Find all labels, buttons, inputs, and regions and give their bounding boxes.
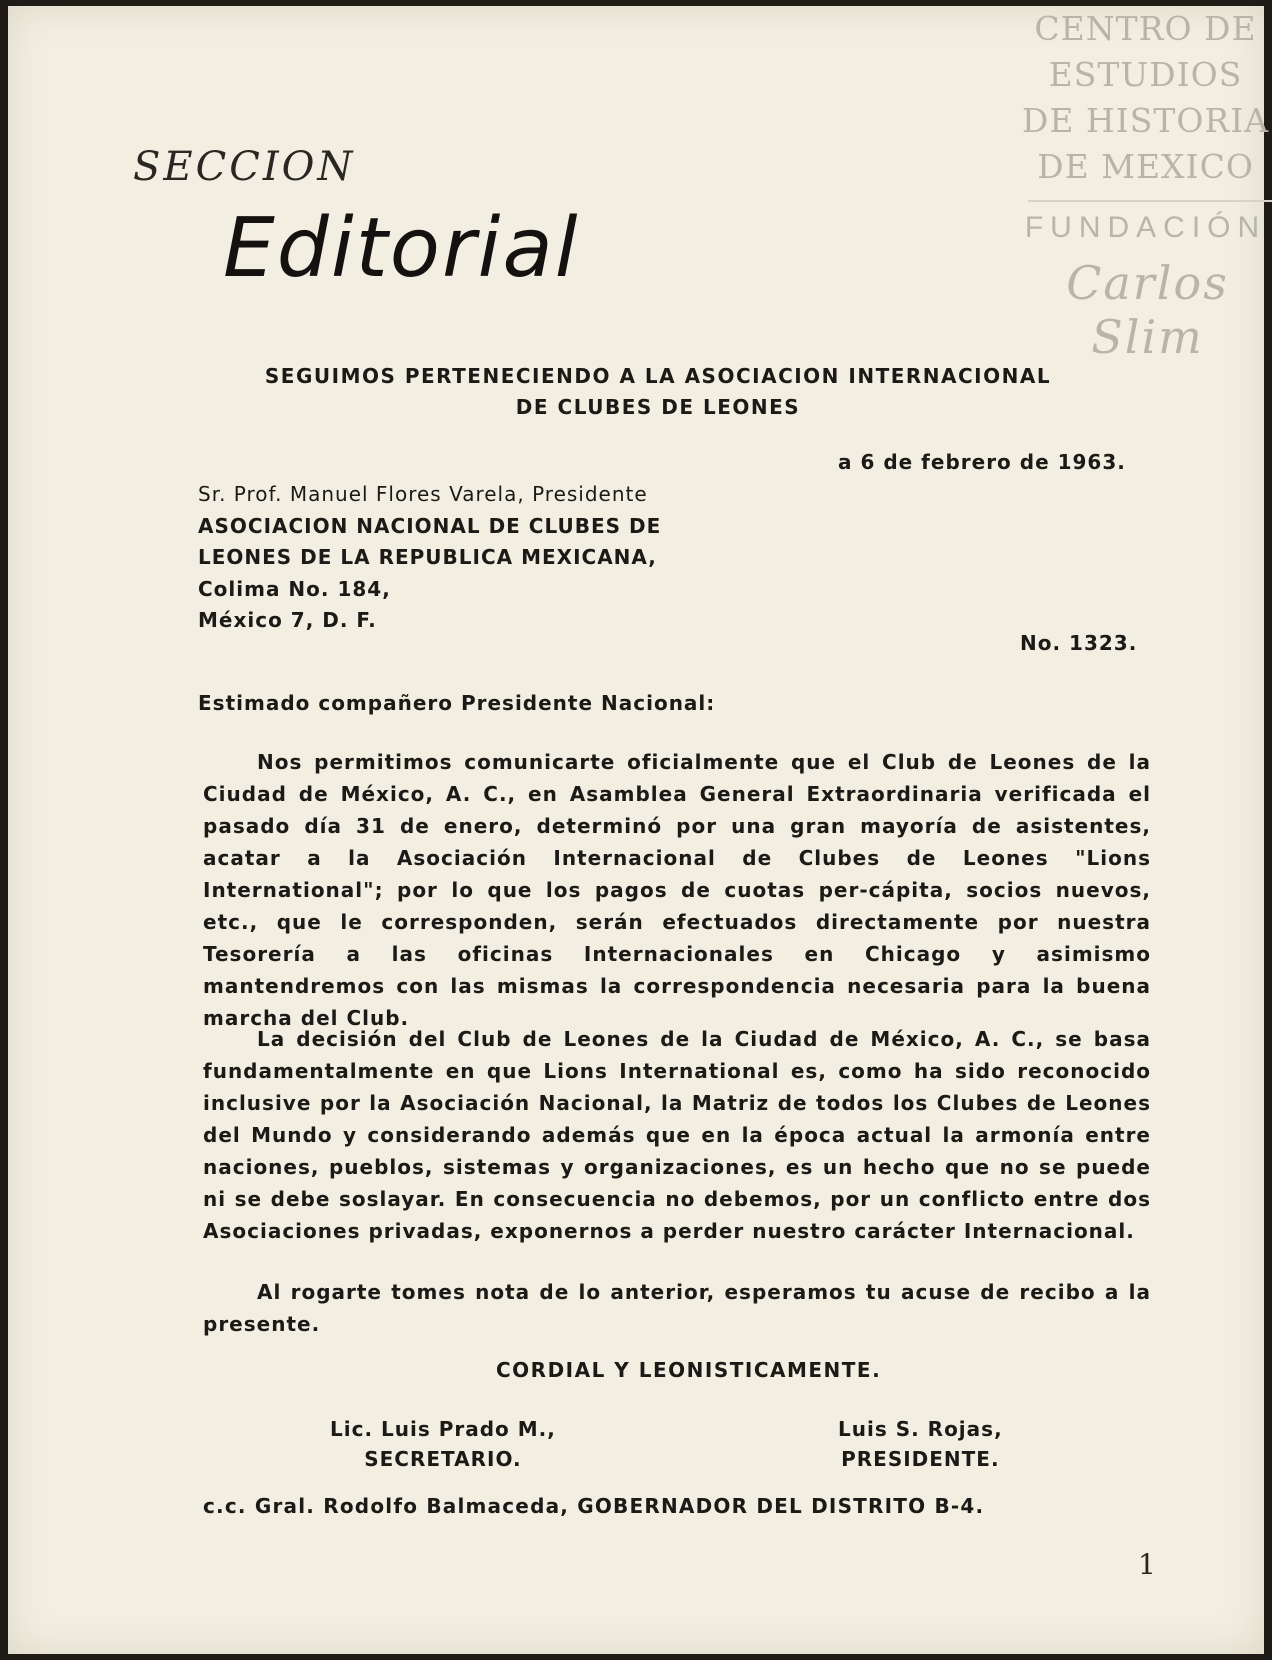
watermark-line: ESTUDIOS (1048, 55, 1243, 94)
headline-line: SEGUIMOS PERTENECIENDO A LA ASOCIACION INTERNACIONAL (264, 364, 1052, 388)
recipient-city: México 7, D. F. (198, 608, 377, 632)
salutation: Estimado compañero Presidente Nacional: (198, 691, 716, 715)
body-paragraph: La decisión del Club de Leones de la Ciudad de México, A. C., se basa fundamentalmente en que Lions International es, como ha sido reconocido inclusive por la Asociación Nacional, la Matriz de todos los Clubes de Leones del Mundo y considerando además que en la época actual la armonía entre naciones, pueblos, sistemas y organizaciones, es un hecho que no se puede ni se debe soslayar. En consecuencia no debemos, por un conflicto entre dos Asociaciones privadas, exponernos a perder nuestro carácter Internacional. (203, 1027, 1151, 1243)
watermark-line: CENTRO DE (1034, 9, 1257, 48)
recipient-address (198, 479, 661, 637)
letter-date: a 6 de febrero de 1963. (838, 450, 1126, 474)
closing: CORDIAL Y LEONISTICAMENTE. (496, 1358, 882, 1382)
letter-number: No. 1323. (1020, 631, 1138, 655)
document-page (8, 6, 1270, 1654)
section-title: Editorial (223, 201, 580, 296)
signature-secretary (330, 1414, 556, 1474)
signature-role: SECRETARIO. (364, 1447, 522, 1471)
page-number: 1 (1138, 1548, 1156, 1581)
recipient-street: Colima No. 184, (198, 576, 391, 601)
archive-watermark (1018, 6, 1272, 364)
carbon-copy: c.c. Gral. Rodolfo Balmaceda, GOBERNADOR DEL DISTRITO B-4. (203, 1494, 985, 1518)
watermark-divider (1028, 200, 1272, 202)
recipient-org: LEONES DE LA REPUBLICA MEXICANA, (198, 545, 657, 569)
headline-line: DE CLUBES DE LEONES (515, 395, 801, 419)
section-label: SECCION (133, 144, 356, 190)
watermark-signature: Carlos Slim (1066, 256, 1229, 364)
signature-role: PRESIDENTE. (841, 1447, 1000, 1471)
article-headline (248, 361, 1068, 423)
body-paragraph: Nos permitimos comunicarte oficialmente que el Club de Leones de la Ciudad de México, A. C., en Asamblea General Extraordinaria verificada el pasado día 31 de enero, determinó por una gran mayoría de asistentes, acatar a la Asociación Internacional de Clubes de Leones "Lions International"; por lo que los pagos de cuotas per-cápita, socios nuevos, etc., que le corresponden, serán efectuados directamente por nuestra Tesorería a las oficinas Internacionales en Chicago y asimismo mantendremos con las mismas la correspondencia necesaria para la buena marcha del Club. (203, 750, 1151, 1030)
signature-president (838, 1414, 1003, 1474)
watermark-line: DE HISTORIA (1021, 101, 1270, 140)
watermark-fundacion: FUNDACIÓN (1024, 211, 1267, 244)
signature-name: Luis S. Rojas, (838, 1417, 1003, 1441)
body-paragraph: Al rogarte tomes nota de lo anterior, esperamos tu acuse de recibo a la presente. (203, 1280, 1151, 1336)
signature-name: Lic. Luis Prado M., (330, 1417, 556, 1441)
recipient-org: ASOCIACION NACIONAL DE CLUBES DE (198, 513, 662, 538)
watermark-line: DE MEXICO (1037, 147, 1254, 186)
recipient-name: Sr. Prof. Manuel Flores Varela, Presidente (198, 482, 648, 506)
